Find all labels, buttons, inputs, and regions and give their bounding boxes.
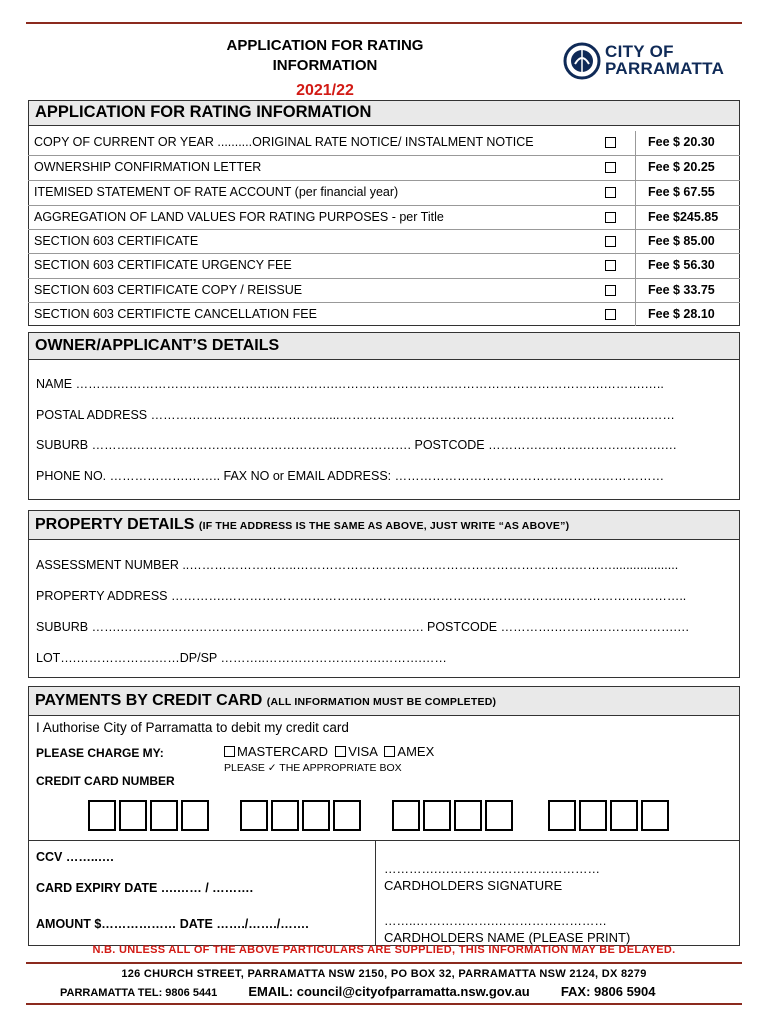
fee-row-label: SECTION 603 CERTIFICTE CANCELLATION FEE <box>34 307 317 321</box>
fee-row-amount: Fee $ 67.55 <box>648 185 715 199</box>
fee-row-label: OWNERSHIP CONFIRMATION LETTER <box>34 160 262 174</box>
card-digit-box[interactable] <box>610 800 638 831</box>
fee-row <box>28 131 740 155</box>
fee-row-label: COPY OF CURRENT OR YEAR ..........ORIGINAL RATE NOTICE/ INSTALMENT NOTICE <box>34 135 534 149</box>
fee-row-label: SECTION 603 CERTIFICATE COPY / REISSUE <box>34 283 303 297</box>
card-digit-box[interactable] <box>454 800 482 831</box>
fee-row <box>28 180 740 204</box>
signature-line[interactable]: ………….………………………………… <box>384 862 600 876</box>
card-number-group-3 <box>392 800 516 831</box>
card-digit-box[interactable] <box>119 800 147 831</box>
footer-contacts <box>60 984 656 999</box>
fee-row-amount: Fee $ 85.00 <box>648 234 715 248</box>
page-title <box>170 36 480 76</box>
card-digit-box[interactable] <box>485 800 513 831</box>
title-line-2: INFORMATION <box>272 57 378 74</box>
amex-label: AMEX <box>397 744 435 759</box>
footer-fax: FAX: 9806 5904 <box>560 984 656 999</box>
top-rule <box>26 22 742 24</box>
footer-rule-top <box>26 962 742 964</box>
cardholder-name-label: CARDHOLDERS NAME (PLEASE PRINT) <box>384 930 631 945</box>
payment-heading-text: PAYMENTS BY CREDIT CARD <box>35 692 263 709</box>
fees-heading: APPLICATION FOR RATING INFORMATION <box>28 100 740 126</box>
logo-text <box>605 43 724 77</box>
property-address-field[interactable]: PROPERTY ADDRESS ………….……………………………………….…………………….………..…………….………….. <box>36 589 687 603</box>
card-digit-box[interactable] <box>392 800 420 831</box>
signature-label: CARDHOLDERS SIGNATURE <box>384 878 563 893</box>
payment-divider <box>28 840 740 841</box>
owner-name-field[interactable]: NAME ……….………………….………….…..………….……………………….……………………………….……….….. <box>36 377 664 391</box>
fee-row <box>28 278 740 302</box>
fee-row-checkbox[interactable] <box>605 187 616 198</box>
card-number-group-1 <box>88 800 212 831</box>
fee-row-checkbox[interactable] <box>605 309 616 320</box>
owner-postal-field[interactable]: POSTAL ADDRESS ………………………………….…...…………………………………….……….……………….……… <box>36 408 675 422</box>
fee-row-checkbox[interactable] <box>605 137 616 148</box>
footer-tel: PARRAMATTA TEL: 9806 5441 <box>60 987 218 999</box>
payment-subheading: (ALL INFORMATION MUST BE COMPLETED) <box>266 696 497 708</box>
fee-row-amount: Fee $245.85 <box>648 210 719 224</box>
property-heading <box>28 510 740 540</box>
authorise-text: I Authorise City of Parramatta to debit my credit card <box>36 720 349 735</box>
fee-row <box>28 205 740 229</box>
fee-row-amount: Fee $ 20.25 <box>648 160 715 174</box>
mastercard-label: MASTERCARD <box>237 744 329 759</box>
payment-vdivider <box>375 840 376 946</box>
card-digit-box[interactable] <box>641 800 669 831</box>
lot-dp-field[interactable]: LOT….……………….……DP/SP ………..……………………….……….…… <box>36 651 447 665</box>
assessment-number-field[interactable]: ASSESSMENT NUMBER ..……………………..………………………………………………………….………................... <box>36 558 679 572</box>
fee-row-amount: Fee $ 56.30 <box>648 258 715 272</box>
fee-row-checkbox[interactable] <box>605 285 616 296</box>
fee-row <box>28 253 740 277</box>
footer-rule-bottom <box>26 1003 742 1005</box>
visa-checkbox[interactable] <box>335 746 346 757</box>
fee-row-checkbox[interactable] <box>605 212 616 223</box>
card-digit-box[interactable] <box>423 800 451 831</box>
card-digit-box[interactable] <box>271 800 299 831</box>
fee-row <box>28 302 740 326</box>
visa-label: VISA <box>348 744 378 759</box>
owner-phone-field[interactable]: PHONE NO. ……………….…….. FAX NO or EMAIL ADDRESS: ………………………………….……….…………… <box>36 469 665 483</box>
cardholder-name-line[interactable]: ……..……………….……………………… <box>384 914 607 928</box>
card-digit-box[interactable] <box>181 800 209 831</box>
fee-row-checkbox[interactable] <box>605 236 616 247</box>
logo-line-1: CITY OF <box>605 42 674 61</box>
fee-row-label: AGGREGATION OF LAND VALUES FOR RATING PURPOSES - per Title <box>34 210 444 224</box>
fee-row-label: SECTION 603 CERTIFICATE <box>34 234 199 248</box>
property-subheading: (IF THE ADDRESS IS THE SAME AS ABOVE, JUST WRITE “AS ABOVE”) <box>198 520 570 532</box>
parramatta-logo-icon <box>563 42 601 80</box>
year: 2021/22 <box>296 82 354 99</box>
footer-email[interactable]: EMAIL: council@cityofparramatta.nsw.gov.au <box>248 984 530 999</box>
card-digit-box[interactable] <box>333 800 361 831</box>
fee-row-checkbox[interactable] <box>605 162 616 173</box>
payment-heading <box>28 686 740 716</box>
property-heading-text: PROPERTY DETAILS <box>35 516 195 533</box>
card-digit-box[interactable] <box>88 800 116 831</box>
card-digit-box[interactable] <box>548 800 576 831</box>
fee-row-label: ITEMISED STATEMENT OF RATE ACCOUNT (per financial year) <box>34 185 399 199</box>
card-digit-box[interactable] <box>240 800 268 831</box>
property-suburb-field[interactable]: SUBURB …….………………………………………………………………. POSTCODE ………….……….……….……….… <box>36 620 690 634</box>
card-number-label: CREDIT CARD NUMBER <box>36 774 175 788</box>
ccv-field[interactable]: CCV ……..…. <box>36 850 114 864</box>
fee-row-checkbox[interactable] <box>605 260 616 271</box>
charge-label: PLEASE CHARGE MY: <box>36 746 164 760</box>
fee-row-amount: Fee $ 20.30 <box>648 135 715 149</box>
title-line-1: APPLICATION FOR RATING <box>226 37 424 54</box>
logo-line-2: PARRAMATTA <box>605 59 725 78</box>
card-number-group-4 <box>548 800 672 831</box>
fee-row-label: SECTION 603 CERTIFICATE URGENCY FEE <box>34 258 292 272</box>
owner-suburb-field[interactable]: SUBURB ……….…………………………………………………………. POSTCODE ………….……….……….……….… <box>36 438 677 452</box>
card-digit-box[interactable] <box>302 800 330 831</box>
fee-row-amount: Fee $ 28.10 <box>648 307 715 321</box>
mastercard-checkbox[interactable] <box>224 746 235 757</box>
card-type-options <box>224 744 434 759</box>
delay-notice: N.B. UNLESS ALL OF THE ABOVE PARTICULARS ARE SUPPLIED, THIS INFORMATION MAY BE DELAYED. <box>92 944 676 956</box>
owner-heading: OWNER/APPLICANT’S DETAILS <box>28 332 740 360</box>
fee-row-amount: Fee $ 33.75 <box>648 283 715 297</box>
footer-address: 126 CHURCH STREET, PARRAMATTA NSW 2150, PO BOX 32, PARRAMATTA NSW 2124, DX 8279 <box>121 968 647 980</box>
amount-date-field[interactable]: AMOUNT $……………… DATE ……./……./……. <box>36 917 309 931</box>
amex-checkbox[interactable] <box>384 746 395 757</box>
fee-row <box>28 229 740 253</box>
card-digit-box[interactable] <box>150 800 178 831</box>
card-number-group-2 <box>240 800 364 831</box>
tick-note: PLEASE ✓ THE APPROPRIATE BOX <box>224 762 402 774</box>
expiry-field[interactable]: CARD EXPIRY DATE ….…… / ………. <box>36 881 254 895</box>
fee-row <box>28 155 740 179</box>
card-digit-box[interactable] <box>579 800 607 831</box>
